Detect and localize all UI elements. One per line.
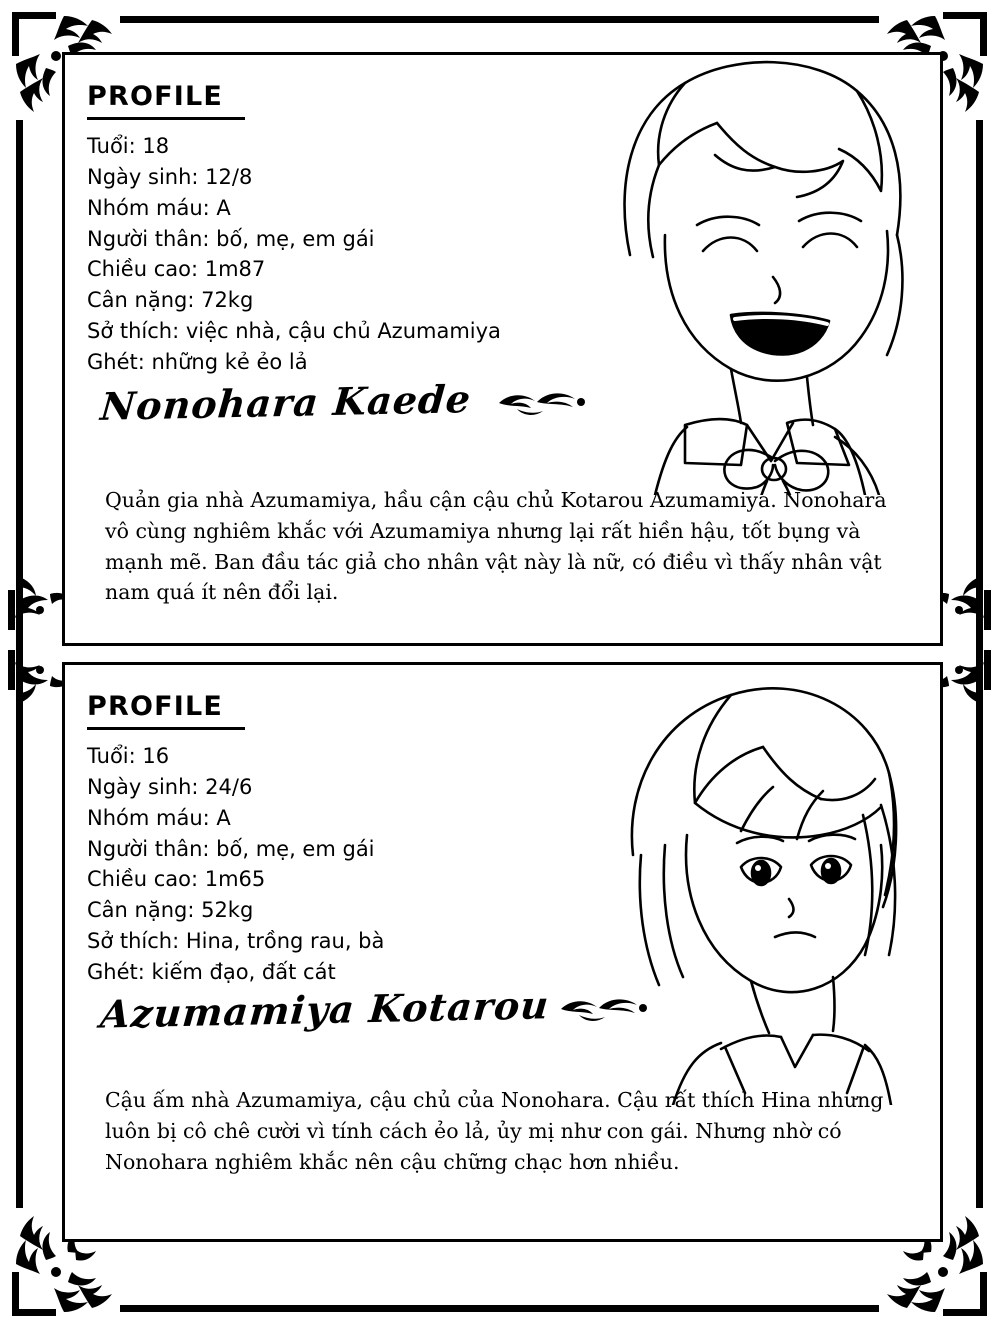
- stat-item-likes: Sở thích: Hina, trồng rau, bà: [87, 929, 385, 954]
- character-description: Quản gia nhà Azumamiya, hầu cận cậu chủ Kotarou Azumamiya. Nonohara vô cùng nghiêm khắc với Azumamiya nhưng lại rất hiền hậu, tốt bụng và mạnh mẽ. Ban đầu tác giả cho nhân vật này là nữ, có điều vì thấy nhân vật nam quá ít nên đổi lại.: [105, 488, 887, 605]
- character-artwork: [535, 52, 943, 495]
- heading-underline: [87, 727, 245, 730]
- stat-item-blood-type: Nhóm máu: A: [87, 195, 231, 220]
- frame-rail-right: [976, 120, 983, 1208]
- profile-card: [62, 662, 943, 1242]
- flourish-ornament-icon: [495, 387, 587, 417]
- frame-rail-left: [16, 120, 23, 1208]
- stat-item-birthday: Ngày sinh: 24/6: [87, 774, 253, 799]
- stat-item-family: Người thân: bố, mẹ, em gái: [87, 226, 375, 251]
- character-signature: Azumamiya Kotarou: [98, 982, 552, 1037]
- stat-item-age: Tuổi: 16: [87, 744, 170, 768]
- heading-underline: [87, 117, 245, 120]
- stat-item-birthday: Ngày sinh: 12/8: [87, 164, 253, 189]
- frame-rail-bottom: [120, 1305, 879, 1312]
- stat-item-height: Chiều cao: 1m65: [87, 867, 266, 892]
- character-artwork: [545, 662, 943, 1105]
- stat-item-blood-type: Nhóm máu: A: [87, 805, 231, 830]
- character-signature: Nonohara Kaede: [98, 376, 474, 429]
- stat-item-age: Tuổi: 18: [87, 134, 170, 158]
- stat-item-height: Chiều cao: 1m87: [87, 257, 266, 282]
- profile-stats-list: [87, 741, 384, 988]
- profile-stats-list: [87, 131, 501, 378]
- frame-rail-top: [120, 16, 879, 23]
- page-title: PROFILE: [87, 81, 224, 112]
- page-title: PROFILE: [87, 691, 224, 722]
- stat-item-dislikes: Ghét: kiếm đạo, đất cát: [87, 960, 336, 985]
- stat-item-weight: Cân nặng: 52kg: [87, 898, 254, 923]
- stat-item-likes: Sở thích: việc nhà, cậu chủ Azumamiya: [87, 319, 501, 344]
- profile-card: [62, 52, 943, 646]
- character-description: Cậu ấm nhà Azumamiya, cậu chủ của Nonohara. Cậu rất thích Hina nhưng luôn bị cô chê cười vì tính cách ẻo lả, ủy mị như con gái. Nhưng nhờ có Nonohara nghiêm khắc nên cậu chững chạc hơn nhiều.: [105, 1088, 884, 1174]
- stat-item-family: Người thân: bố, mẹ, em gái: [87, 836, 375, 861]
- flourish-ornament-icon: [557, 993, 649, 1023]
- stat-item-weight: Cân nặng: 72kg: [87, 288, 254, 313]
- stat-item-dislikes: Ghét: những kẻ ẻo lả: [87, 350, 308, 375]
